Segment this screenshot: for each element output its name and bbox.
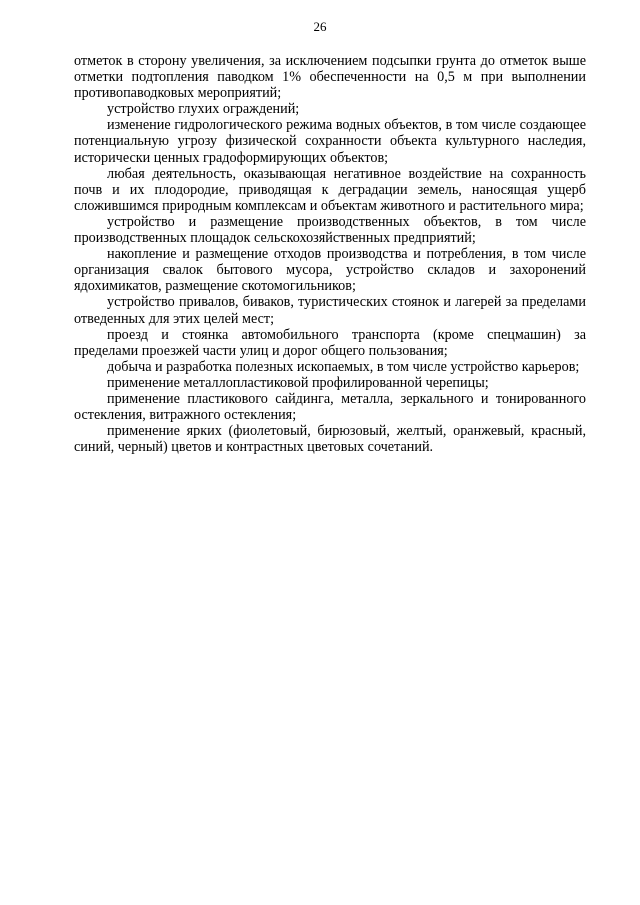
paragraph-vehicle-parking: проезд и стоянка автомобильного транспорта (кроме спецмашин) за пределами проезжей части улиц и дорог общего пользования; (74, 326, 586, 359)
paragraph-continuation: отметок в сторону увеличения, за исключением подсыпки грунта до отметок выше отметки подтопления паводком 1% обеспеченности на 0,5 м при выполнении противопаводковых мероприятий; (74, 53, 586, 102)
paragraph-blind-fences: устройство глухих ограждений; (107, 101, 300, 118)
paragraph-industrial-objects: устройство и размещение производственных объектов, в том числе производственных площадок сельскохозяйственных предприятий; (74, 213, 586, 247)
page-number: 26 (313, 19, 327, 34)
paragraph-waste-disposal: накопление и размещение отходов производства и потребления, в том числе организация свалок бытового мусора, устройство складов и захоронений ядохимикатов, размещение скотомогильников; (74, 246, 586, 295)
paragraph-camping: устройство привалов, биваков, туристических стоянок и лагерей за пределами отведенных для этих целей мест; (74, 294, 586, 327)
paragraph-hydrological-regime: изменение гидрологического режима водных объектов, в том числе создающее потенциальную угрозу физической сохранности объекта культурного наследия, исторически ценных градоформирующих объектов; (74, 117, 586, 166)
paragraph-metal-tiles: применение металлопластиковой профилированной черепицы; (107, 374, 489, 391)
paragraph-negative-impact: любая деятельность, оказывающая негативное воздействие на сохранность почв и их плодородие, приводящая к деградации земель, наносящая ущерб сложившимся природным комплексам и объектам животного и растительного мира; (74, 165, 586, 214)
document-body (74, 53, 586, 455)
paragraph-mining: добыча и разработка полезных ископаемых, в том числе устройство карьеров; (107, 358, 580, 375)
paragraph-siding-glazing: применение пластикового сайдинга, металла, зеркального и тонированного остекления, витражного остекления; (74, 390, 586, 424)
paragraph-bright-colors: применение ярких (фиолетовый, бирюзовый, желтый, оранжевый, красный, синий, черный) цветов и контрастных цветовых сочетаний. (74, 423, 586, 456)
